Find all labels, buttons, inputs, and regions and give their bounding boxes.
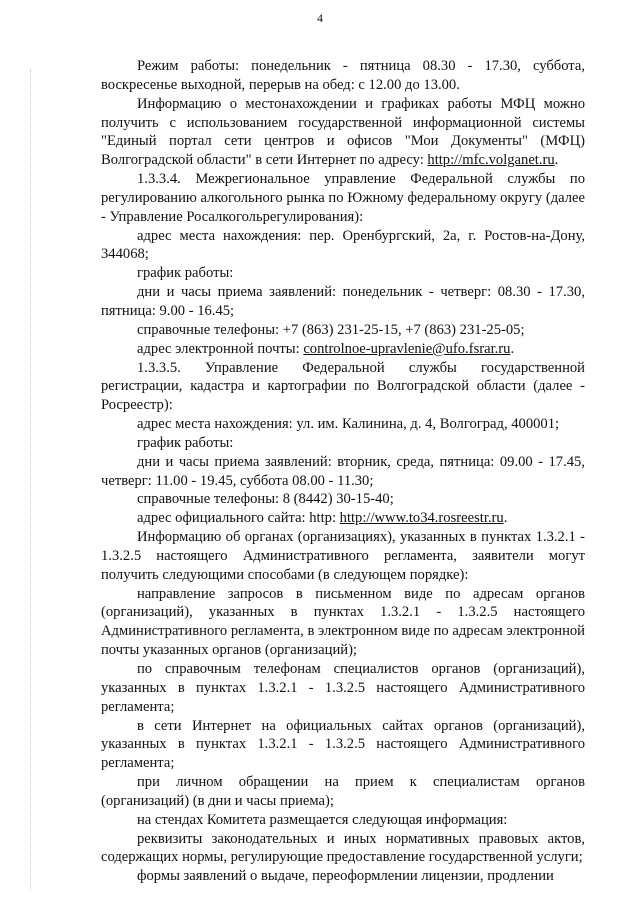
mfc-website-link[interactable]: http://mfc.volganet.ru [427,152,555,169]
margin-scan-dots [30,70,32,890]
paragraph-section-1-3-3-4 [101,170,585,227]
paragraph-text: реквизиты законодательных и иных нормативных правовых актов, содержащих нормы, регулирующие предоставление государственной услуги; [101,830,585,866]
paragraph-method-internet [101,717,585,774]
paragraph-text: адрес места нахождения: ул. им. Калинина, д. 4, Волгоград, 400001; [137,416,560,433]
paragraph-method-written [101,585,585,660]
paragraph-text: по справочным телефонам специалистов органов (организаций), указанных в пунктах 1.3.2.1 - 1.3.2.5 настоящего Административного регламента; [101,661,585,715]
paragraph-text: Информацию об органах (организациях), указанных в пунктах 1.3.2.1 - 1.3.2.5 настоящего Административного регламента, заявители могут получить следующими способами (в следующем порядке): [101,529,585,583]
paragraph-text: адрес места нахождения: пер. Оренбургский, 2а, г. Ростов-на-Дону, 344068; [101,227,585,263]
paragraph-application-forms [101,867,585,886]
paragraph-text: справочные телефоны: +7 (863) 231-25-15, +7 (863) 231-25-05; [137,321,525,338]
paragraph-text: адрес электронной почты: [137,340,304,357]
paragraph-text: . [503,510,508,527]
paragraph-text: при личном обращении на прием к специалистам органов (организаций) (в дни и часы приема); [101,774,585,809]
paragraph-mfc-info [101,95,585,170]
paragraph-method-in-person [101,773,585,811]
paragraph-schedule-heading [101,434,585,453]
paragraph-text: . [510,340,515,357]
email-link[interactable]: controlnoe-upravlenie@ufo.fsrar.ru [303,340,511,357]
paragraph-phones [101,490,585,509]
paragraph-info-methods [101,528,585,585]
paragraph-text: дни и часы приема заявлений: понедельник - четверг: 08.30 - 17.30, пятница: 9.00 - 16.45; [101,284,585,319]
paragraph-text: формы заявлений о выдаче, переоформлении лицензии, продлении [137,868,554,885]
document-body [101,57,585,886]
paragraph-text: график работы: [137,434,234,451]
paragraph-reception-hours [101,453,585,491]
page-number: 4 [317,11,323,25]
paragraph-schedule-heading [101,264,585,283]
paragraph-text: 1.3.3.5. Управление Федеральной службы государственной регистрации, кадастра и картографии по Волгоградской области (далее - Росреестр): [101,359,585,414]
paragraph-stands-info [101,811,585,830]
paragraph-text: дни и часы приема заявлений: вторник, среда, пятница: 09.00 - 17.45, четверг: 11.00 - 19.45, суббота 08.00 - 11.30; [101,453,585,489]
paragraph-legal-acts [101,830,585,868]
paragraph-reception-hours [101,283,585,321]
paragraph-phones [101,321,585,340]
paragraph-text: направление запросов в письменном виде по адресам органов (организаций), указанных в пунктах 1.3.2.1 - 1.3.2.5 настоящего Административного регламента, в электронном виде по адресам электронной почты указанных органов (организаций); [101,585,585,659]
paragraph-text: . [554,152,559,169]
paragraph-text: Режим работы: понедельник - пятница 08.30 - 17.30, суббота, воскресенье выходной, перерыв на обед: с 12.00 до 13.00. [101,58,585,93]
rosreestr-website-link[interactable]: http://www.to34.rosreestr.ru [339,510,504,527]
paragraph-text: на стендах Комитета размещается следующая информация: [137,811,508,828]
paragraph-text: адрес официального сайта: http: [137,510,340,527]
paragraph-work-schedule [101,57,585,95]
paragraph-address-rostov [101,227,585,265]
paragraph-text: справочные телефоны: 8 (8442) 30-15-40; [137,491,394,508]
paragraph-text: в сети Интернет на официальных сайтах органов (организаций), указанных в пунктах 1.3.2.1 - 1.3.2.5 настоящего Административного регламента; [101,717,585,772]
paragraph-address-volgograd [101,415,585,434]
paragraph-email [101,340,585,359]
paragraph-text: Информацию о местонахождении и графиках работы МФЦ можно получить с использованием государственной информационной системы "Единый портал сети центров и офисов "Мои Документы" (МФЦ) Волгоградской области" в сети Интернет по адресу: [101,95,585,169]
paragraph-text: график работы: [137,265,234,282]
paragraph-method-phone [101,660,585,717]
paragraph-text: 1.3.3.4. Межрегиональное управление Федеральной службы по регулированию алкогольного рынка по Южному федеральному округу (далее - Управление Росалкогольрегулирования): [101,171,585,225]
paragraph-official-site [101,509,585,528]
paragraph-section-1-3-3-5 [101,359,585,416]
